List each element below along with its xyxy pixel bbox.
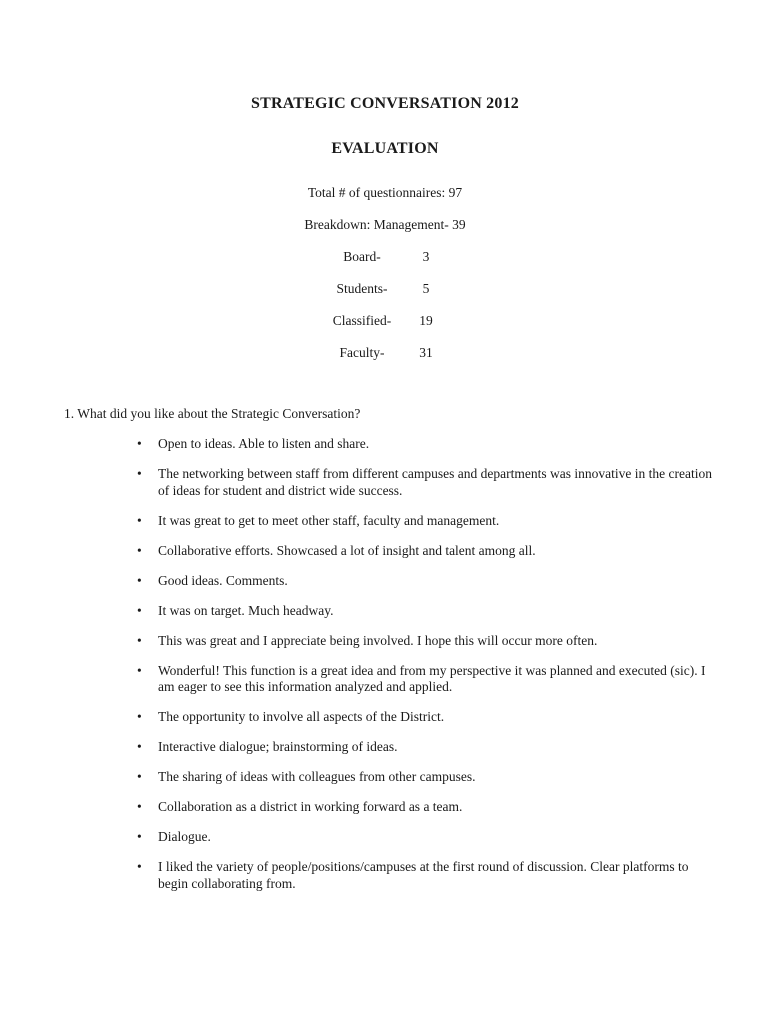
bullet-icon: • <box>137 632 142 648</box>
bullet-icon: • <box>137 859 142 874</box>
bullet-icon: • <box>137 829 142 844</box>
bullet-icon: • <box>137 799 142 814</box>
breakdown-row <box>312 312 770 329</box>
breakdown-row <box>312 344 770 361</box>
document-title: STRATEGIC CONVERSATION 2012 <box>251 95 519 112</box>
response-text: Interactive dialogue; brainstorming of ideas. <box>158 739 398 754</box>
response-item <box>0 859 770 892</box>
response-text: Collaboration as a district in working forward as a team. <box>158 799 463 814</box>
response-text: This was great and I appreciate being involved. I hope this will occur more often. <box>158 632 598 648</box>
response-text: Collaborative efforts. Showcased a lot of insight and talent among all. <box>158 542 536 558</box>
breakdown-row-label: Classified- <box>332 313 392 328</box>
response-text: It was on target. Much headway. <box>158 602 334 618</box>
bullet-icon: • <box>137 709 142 724</box>
response-item <box>0 739 770 756</box>
response-text: The networking between staff from different campuses and departments was innovative in the creation of ideas for student and district wide success. <box>158 466 712 498</box>
response-text: Wonderful! This function is a great idea and from my perspective it was planned and executed (sic). I am eager to see this information analyzed and applied. <box>158 662 706 694</box>
response-text: I liked the variety of people/positions/campuses at the first round of discussion. Clear platforms to begin collaborating from. <box>158 859 689 891</box>
response-text: The sharing of ideas with colleagues from other campuses. <box>158 769 476 784</box>
question-1: 1. What did you like about the Strategic Conversation? <box>64 406 361 421</box>
response-item <box>0 573 770 590</box>
breakdown-heading: Breakdown: Management- 39 <box>304 217 466 232</box>
breakdown-row <box>312 248 770 265</box>
bullet-icon: • <box>137 739 142 754</box>
document-subtitle: EVALUATION <box>331 140 439 157</box>
bullet-icon: • <box>137 466 142 481</box>
breakdown-row-value: 5 <box>422 281 430 296</box>
breakdown-row-label: Students- <box>336 281 388 296</box>
breakdown-row <box>312 280 770 297</box>
response-item <box>0 829 770 846</box>
response-item <box>0 466 770 499</box>
response-item <box>0 769 770 786</box>
response-item <box>0 543 770 560</box>
breakdown-row-label: Board- <box>343 249 381 264</box>
bullet-icon: • <box>137 512 142 528</box>
response-item <box>0 513 770 530</box>
response-text: It was great to get to meet other staff, faculty and management. <box>158 512 500 528</box>
breakdown-row-value: 31 <box>419 345 433 360</box>
response-text: The opportunity to involve all aspects of the District. <box>158 709 445 724</box>
breakdown-row-label: Faculty- <box>339 345 385 360</box>
bullet-icon: • <box>137 436 142 451</box>
question-1-responses <box>0 436 770 892</box>
breakdown-row-value: 3 <box>422 249 430 264</box>
response-item <box>0 799 770 816</box>
bullet-icon: • <box>137 662 142 678</box>
response-item <box>0 633 770 650</box>
breakdown-row-value: 19 <box>419 313 433 328</box>
total-questionnaires: Total # of questionnaires: 97 <box>307 185 463 200</box>
response-item <box>0 603 770 620</box>
bullet-icon: • <box>137 572 142 588</box>
response-text: Good ideas. Comments. <box>158 572 288 588</box>
response-item <box>0 709 770 726</box>
response-text: Dialogue. <box>158 829 211 844</box>
response-text: Open to ideas. Able to listen and share. <box>158 436 370 451</box>
bullet-icon: • <box>137 542 142 558</box>
response-item <box>0 663 770 696</box>
response-item <box>0 436 770 453</box>
bullet-icon: • <box>137 602 142 618</box>
bullet-icon: • <box>137 769 142 784</box>
